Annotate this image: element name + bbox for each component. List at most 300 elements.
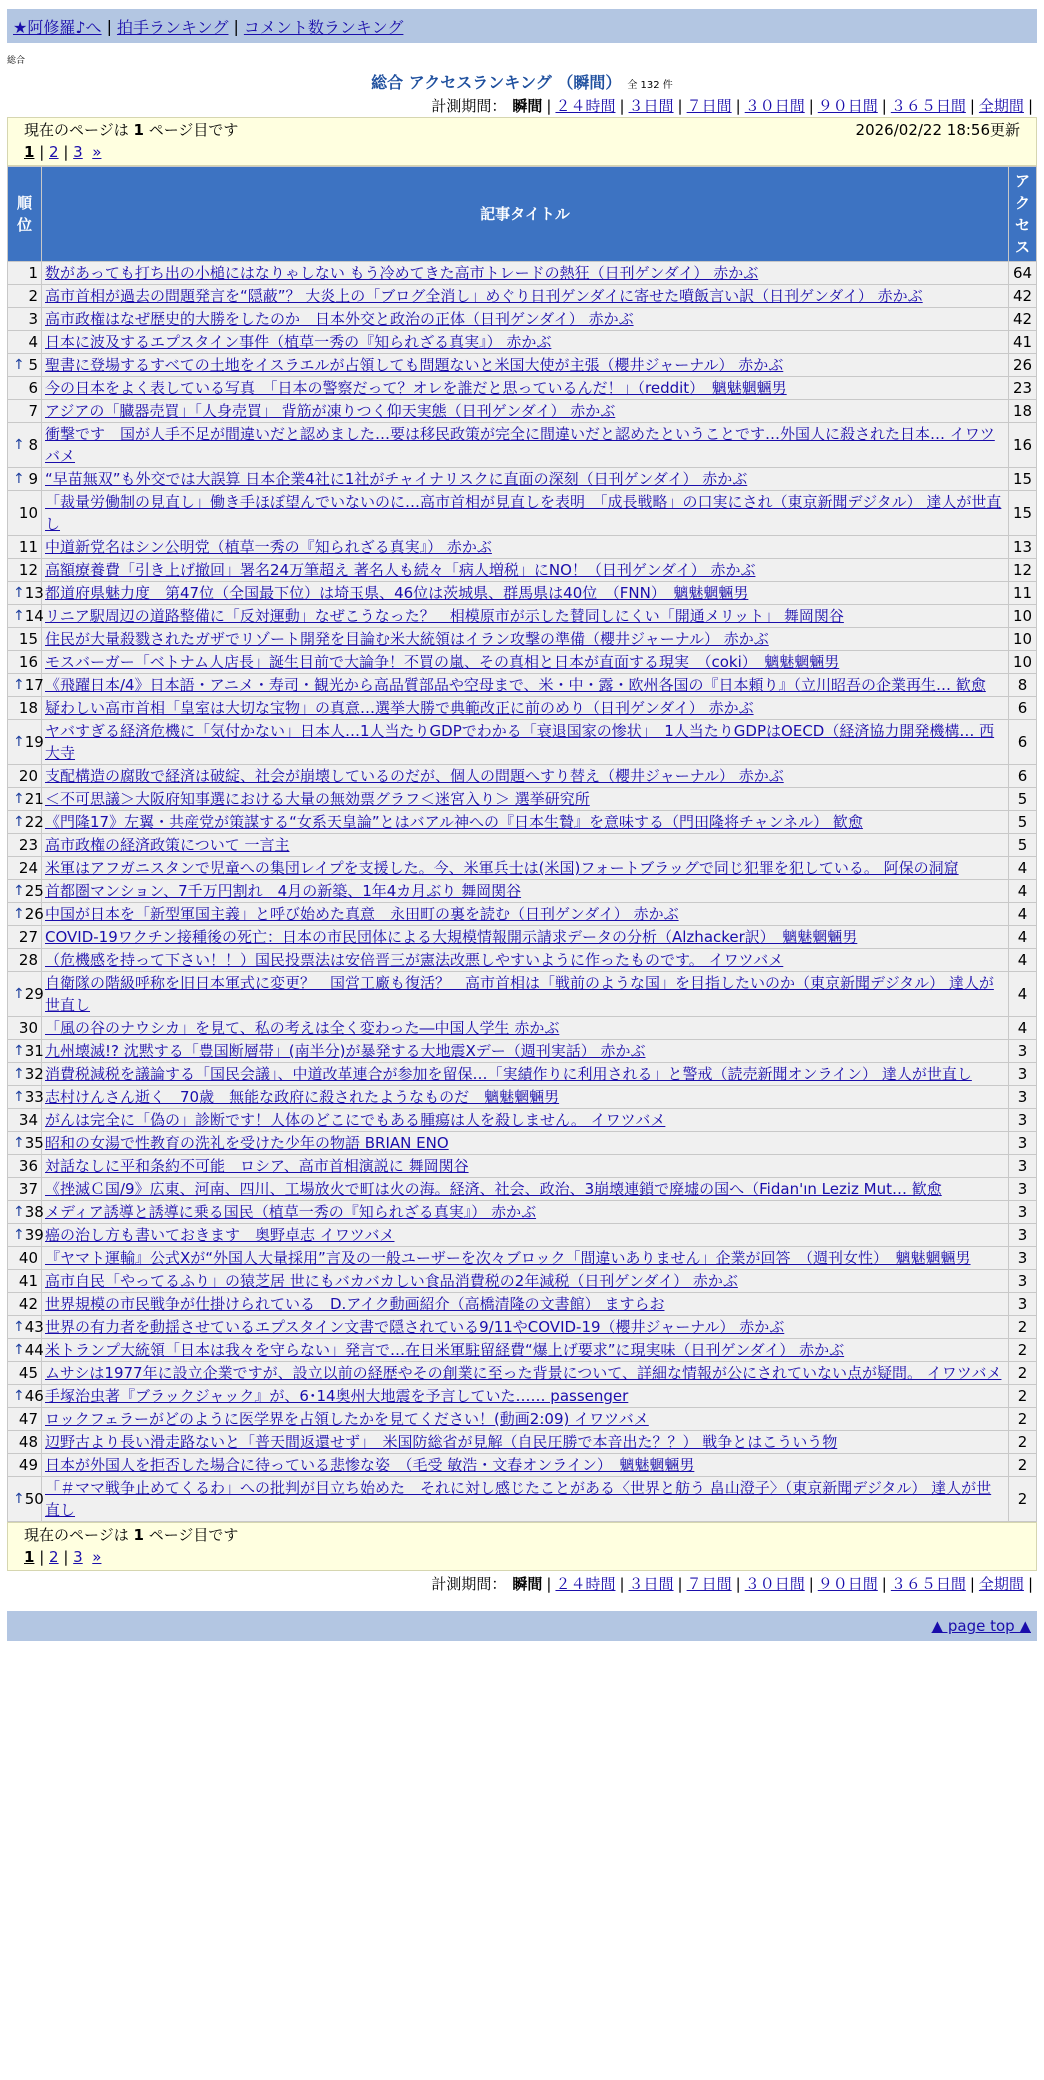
rank-cell (8, 880, 42, 903)
page-links: 1 | 2 | 3 » (24, 1548, 102, 1566)
title-cell (42, 285, 1009, 308)
rank-number: 37 (18, 1180, 38, 1198)
rank-cell (8, 1155, 42, 1178)
article-link[interactable]: 辺野古より長い滑走路ないと「普天間返還せず」 米国防総省が見解（自民圧勝で本音出た？？） 戦争とはこういう物 (45, 1433, 838, 1451)
article-link[interactable]: 消費税減税を議論する「国民会議」、中道改革連合が参加を留保…「実績作りに利用される」と警戒（読売新聞オンライン） 達人が世直し (45, 1065, 972, 1083)
title-cell (42, 1362, 1009, 1385)
rank-up-icon: ↑ (13, 814, 25, 830)
title-cell (42, 1385, 1009, 1408)
access-count: 41 (1009, 331, 1037, 354)
access-count: 4 (1009, 926, 1037, 949)
title-cell (42, 1247, 1009, 1270)
title-cell (42, 308, 1009, 331)
access-count: 3 (1009, 1293, 1037, 1316)
article-link[interactable]: 対話なしに平和条約不可能 ロシア、高市首相演説に 舞岡関谷 (45, 1157, 469, 1175)
table-row (8, 972, 1037, 1017)
rank-number: 32 (24, 1065, 44, 1083)
rank-number: 18 (18, 699, 38, 717)
rank-number: 30 (18, 1019, 38, 1037)
title-cell (42, 651, 1009, 674)
rank-cell (8, 903, 42, 926)
title-cell (42, 765, 1009, 788)
rank-up-icon: ↑ (13, 585, 25, 601)
period-option-link[interactable]: ３日間 (628, 97, 674, 115)
table-row (8, 1270, 1037, 1293)
title-cell (42, 559, 1009, 582)
period-option-link[interactable]: 全期間 (978, 1575, 1024, 1593)
title-cell (42, 1109, 1009, 1132)
rank-cell (8, 1316, 42, 1339)
article-link[interactable]: アジアの「臓器売買」「人身売買」 背筋が凍りつく仰天実態（日刊ゲンダイ） 赤かぶ (45, 402, 616, 420)
rank-cell (8, 400, 42, 423)
title-cell (42, 536, 1009, 559)
period-option-selected: 瞬間 (512, 97, 543, 115)
period-label: 計測期間： (431, 1575, 507, 1593)
rank-up-icon: ↑ (13, 1204, 25, 1220)
access-count: 3 (1009, 1270, 1037, 1293)
rank-number: 10 (18, 504, 38, 522)
title-cell (42, 354, 1009, 377)
table-row (8, 1155, 1037, 1178)
article-link[interactable]: “早苗無双”も外交では大誤算 日本企業4社に1社がチャイナリスクに直面の深刻（日刊ゲンダイ） 赤かぶ (45, 470, 748, 488)
article-link[interactable]: 中国が日本を「新型軍国主義」と呼び始めた真意 永田町の裏を読む（日刊ゲンダイ） 赤かぶ (45, 905, 679, 923)
rank-number: 7 (28, 402, 38, 420)
table-row (8, 834, 1037, 857)
title-cell (42, 1408, 1009, 1431)
rank-cell (8, 697, 42, 720)
article-link[interactable]: 聖書に登場するすべての土地をイスラエルが占領しても問題ないと米国大使が主張（櫻井ジャーナル） 赤かぶ (45, 356, 784, 374)
access-count: 4 (1009, 857, 1037, 880)
title-cell (42, 1316, 1009, 1339)
rank-cell (8, 354, 42, 377)
access-count: 3 (1009, 1109, 1037, 1132)
title-cell (42, 1431, 1009, 1454)
period-option-link[interactable]: ３日間 (628, 1575, 674, 1593)
article-link[interactable]: 住民が大量殺戮されたガザでリゾート開発を目論む米大統領はイラン攻撃の準備（櫻井ジャーナル） 赤かぶ (45, 630, 769, 648)
rank-number: 42 (18, 1295, 38, 1313)
access-count: 3 (1009, 1063, 1037, 1086)
rank-number: 43 (24, 1318, 44, 1336)
rank-number: 14 (24, 607, 44, 625)
rank-number: 15 (18, 630, 38, 648)
article-link[interactable]: 日本に波及するエプスタイン事件（植草一秀の『知られざる真実』） 赤かぶ (45, 333, 552, 351)
article-link[interactable]: リニア駅周辺の道路整備に「反対運動」なぜこうなった？ 相模原市が示した賛同しにくい「開通メリット」 舞岡関谷 (45, 607, 844, 625)
rank-cell (8, 1431, 42, 1454)
rank-number: 41 (18, 1272, 38, 1290)
rank-up-icon: ↑ (13, 437, 25, 453)
rank-cell (8, 674, 42, 697)
period-separator: | (677, 1575, 683, 1593)
rank-number: 31 (24, 1042, 44, 1060)
article-link[interactable]: がんは完全に「偽の」診断です！人体のどこにでもある腫瘍は人を殺しません。 イワツバメ (45, 1111, 666, 1129)
access-count: 8 (1009, 674, 1037, 697)
rank-cell (8, 331, 42, 354)
rank-number: 22 (24, 813, 44, 831)
title-cell (42, 491, 1009, 536)
table-row (8, 765, 1037, 788)
table-row (8, 331, 1037, 354)
article-link[interactable]: 疑わしい高市首相「皇室は大切な宝物」の真意…選挙大勝で典範改正に前のめり（日刊ゲンダイ） 赤かぶ (45, 699, 754, 717)
rank-up-icon: ↑ (13, 1043, 25, 1059)
table-row (8, 491, 1037, 536)
rank-number: 28 (18, 951, 38, 969)
period-option-link[interactable]: ７日間 (686, 1575, 732, 1593)
table-row (8, 1201, 1037, 1224)
page-status: 現在のページは 1 ページ目です (24, 1526, 239, 1544)
period-option-link[interactable]: ７日間 (686, 97, 732, 115)
home-link[interactable]: ★阿修羅♪へ (13, 17, 102, 37)
rank-cell (8, 972, 42, 1017)
article-link[interactable]: 高市首相が過去の問題発言を“隠蔽”？ 大炎上の「ブログ全消し」めぐり日刊ゲンダイに寄せた噴飯言い訳（日刊ゲンダイ） 赤かぶ (45, 287, 923, 305)
period-label: 計測期間： (431, 97, 507, 115)
title-cell (42, 262, 1009, 285)
rank-up-icon: ↑ (13, 1491, 25, 1507)
article-link[interactable]: 手塚治虫著『ブラックジャック』が、6･14奥州大地震を予言していた…… passenger (45, 1387, 629, 1405)
article-link[interactable]: 世界の有力者を動揺させているエプスタイン文書で隠されている9/11やCOVID-19（櫻井ジャーナル） 赤かぶ (45, 1318, 785, 1336)
rank-cell (8, 308, 42, 331)
article-link[interactable]: 中道新党名はシン公明党（植草一秀の『知られざる真実』） 赤かぶ (45, 538, 492, 556)
rank-number: 21 (24, 790, 44, 808)
article-link[interactable]: COVID-19ワクチン接種後の死亡：日本の市民団体による大規模情報開示請求データの分析（Alzhacker訳） 魑魅魍魎男 (45, 928, 858, 946)
rank-number: 24 (18, 859, 38, 877)
rank-number: 39 (24, 1226, 44, 1244)
table-row (8, 926, 1037, 949)
nav-separator: | (106, 16, 112, 36)
article-link[interactable]: 昭和の女湯で性教育の洗礼を受けた少年の物語 BRIAN ENO (45, 1134, 449, 1152)
period-selector-bottom (7, 1573, 1037, 1595)
title-cell (42, 331, 1009, 354)
title-cell (42, 400, 1009, 423)
article-link[interactable]: ＜不可思議＞大阪府知事選における大量の無効票グラフ＜迷宮入り＞ 選挙研究所 (45, 790, 590, 808)
title-cell (42, 1454, 1009, 1477)
access-count: 42 (1009, 285, 1037, 308)
access-count: 26 (1009, 354, 1037, 377)
period-option-link[interactable]: ３０日間 (744, 1575, 805, 1593)
table-row (8, 354, 1037, 377)
rank-number: 50 (24, 1490, 44, 1508)
rank-cell (8, 788, 42, 811)
rank-cell (8, 1270, 42, 1293)
article-link[interactable]: ロックフェラーがどのように医学界を占領したかを見てください！(動画2:09) イワツバメ (45, 1410, 649, 1428)
access-count: 3 (1009, 1086, 1037, 1109)
top-nav-bar (7, 9, 1037, 43)
period-option-selected: 瞬間 (512, 1575, 543, 1593)
access-count: 23 (1009, 377, 1037, 400)
rank-cell (8, 536, 42, 559)
page-links: 1 | 2 | 3 » (24, 143, 102, 161)
article-link[interactable]: 九州壊滅!? 沈黙する「豊国断層帯」(南半分)が暴発する大地震Xデー（週刊実話） 赤かぶ (45, 1042, 646, 1060)
clap-ranking-link[interactable]: 拍手ランキング (116, 17, 229, 37)
table-row (8, 857, 1037, 880)
access-count: 5 (1009, 811, 1037, 834)
period-option-link[interactable]: ２４時間 (555, 97, 616, 115)
article-link[interactable]: 首都圏マンション、7千万円割れ 4月の新築、1年4カ月ぶり 舞岡関谷 (45, 882, 522, 900)
rank-number: 29 (24, 985, 44, 1003)
rank-number: 20 (18, 767, 38, 785)
category-label: 総合 (7, 56, 26, 66)
access-count: 3 (1009, 1132, 1037, 1155)
period-option-link[interactable]: ９０日間 (817, 97, 878, 115)
article-link[interactable]: メディア誘導と誘導に乗る国民（植草一秀の『知られざる真実』） 赤かぶ (45, 1203, 537, 1221)
article-link[interactable]: ヤバすぎる経済危機に「気付かない」日本人…1人当たりGDPでわかる「衰退国家の惨状」 1人当たりGDPはOECD（経済協力開発機構… 西大寺 (45, 722, 995, 762)
rank-cell (8, 1362, 42, 1385)
title-cell (42, 949, 1009, 972)
rank-cell (8, 1477, 42, 1522)
rank-cell (8, 628, 42, 651)
title-cell (42, 811, 1009, 834)
rank-number: 6 (28, 379, 38, 397)
access-count: 2 (1009, 1431, 1037, 1454)
comment-ranking-link[interactable]: コメント数ランキング (243, 17, 404, 37)
access-count: 2 (1009, 1454, 1037, 1477)
title-cell (42, 628, 1009, 651)
rank-number: 5 (28, 356, 38, 374)
pager-top (7, 117, 1037, 166)
table-row (8, 697, 1037, 720)
article-link[interactable]: 自衛隊の階級呼称を旧日本軍式に変更？ 国営工廠も復活？ 高市首相は「戦前のような国」を目指したいのか（東京新聞デジタル） 達人が世直し (45, 974, 994, 1014)
access-count: 3 (1009, 1178, 1037, 1201)
period-option-link[interactable]: ３６５日間 (890, 97, 966, 115)
rank-cell (8, 1339, 42, 1362)
article-link[interactable]: 今の日本をよく表している写真 「日本の警察だって？オレを誰だと思っているんだ！」（reddit） 魑魅魍魎男 (45, 379, 787, 397)
table-row (8, 1224, 1037, 1247)
article-link[interactable]: 数があっても打ち出の小槌にはなりゃしない もう冷めてきた高市トレードの熱狂（日刊ゲンダイ） 赤かぶ (45, 264, 759, 282)
rank-cell (8, 1224, 42, 1247)
rank-up-icon: ↑ (13, 1388, 25, 1404)
article-link[interactable]: 「風の谷のナウシカ」を見て、私の考えは全く変わった―中国人学生 赤かぶ (45, 1019, 560, 1037)
title-cell (42, 1339, 1009, 1362)
page-link-2[interactable]: 2 (49, 1548, 59, 1566)
period-option-link[interactable]: ９０日間 (817, 1575, 878, 1593)
title-cell (42, 1040, 1009, 1063)
article-link[interactable]: 《挫滅Ｃ国/9》広東、河南、四川、工場放火で町は火の海。経済、社会、政治、3崩壊連鎖で廃墟の国へ（Fidan'ın Leziz Mut… 歓愈 (45, 1180, 942, 1198)
rank-cell (8, 926, 42, 949)
title-cell (42, 903, 1009, 926)
access-count: 3 (1009, 1040, 1037, 1063)
article-link[interactable]: 高市政権の経済政策について 一言主 (45, 836, 290, 854)
rank-number: 17 (24, 676, 44, 694)
rank-cell (8, 1017, 42, 1040)
article-link[interactable]: 世界規模の市民戦争が仕掛けられている D.アイク動画紹介（高橋清隆の文書館） ますらお (45, 1295, 665, 1313)
rank-cell (8, 720, 42, 765)
rank-cell (8, 285, 42, 308)
period-separator: | (619, 97, 625, 115)
table-row (8, 1408, 1037, 1431)
rank-cell (8, 605, 42, 628)
rank-cell (8, 1040, 42, 1063)
table-row (8, 262, 1037, 285)
rank-up-icon: ↑ (13, 677, 25, 693)
page-title (7, 73, 1037, 93)
table-row (8, 468, 1037, 491)
period-option-link[interactable]: ３０日間 (744, 97, 805, 115)
access-count: 15 (1009, 491, 1037, 536)
rank-cell (8, 834, 42, 857)
period-option-link[interactable]: ２４時間 (555, 1575, 616, 1593)
rank-number: 8 (28, 436, 38, 454)
table-row (8, 1477, 1037, 1522)
article-link[interactable]: 『ヤマト運輸』公式Xが“外国人大量採用”言及の一般ユーザーを次々ブロック「間違いありません」企業が回答 （週刊女性） 魑魅魍魎男 (45, 1249, 971, 1267)
access-count: 5 (1009, 834, 1037, 857)
rank-up-icon: ↑ (13, 357, 25, 373)
article-link[interactable]: 《門隆17》左翼・共産党が策謀する“女系天皇論”とはバアル神への『日本生贄』を意味する（門田隆将チャンネル） 歓愈 (45, 813, 863, 831)
rank-number: 4 (28, 333, 38, 351)
access-count: 5 (1009, 788, 1037, 811)
next-page-link[interactable]: » (92, 1548, 102, 1566)
access-count: 2 (1009, 1339, 1037, 1362)
rank-number: 35 (24, 1134, 44, 1152)
page-status: 現在のページは 1 ページ目です (24, 121, 239, 139)
table-row (8, 720, 1037, 765)
article-link[interactable]: 癌の治し方も書いておきます 奥野卓志 イワツバメ (45, 1226, 395, 1244)
rank-number: 34 (18, 1111, 38, 1129)
title-cell (42, 605, 1009, 628)
access-count: 12 (1009, 559, 1037, 582)
title-cell (42, 1224, 1009, 1247)
table-row (8, 880, 1037, 903)
title-cell (42, 1201, 1009, 1224)
article-link[interactable]: 「＃ママ戦争止めてくるわ」への批判が目立ち始めた それに対し感じたことがある〈世界と舫う 畠山澄子〉（東京新聞デジタル） 達人が世直し (45, 1479, 992, 1519)
page-top-link[interactable]: ▲ page top ▲ (931, 1617, 1031, 1635)
rank-cell (8, 423, 42, 468)
table-row (8, 1109, 1037, 1132)
rank-cell (8, 651, 42, 674)
nav-separator: | (233, 16, 239, 36)
title-cell (42, 880, 1009, 903)
table-row (8, 1040, 1037, 1063)
ranking-title: 総合 アクセスランキング （瞬間） (371, 73, 622, 92)
table-row (8, 1132, 1037, 1155)
access-count: 4 (1009, 972, 1037, 1017)
title-cell (42, 1155, 1009, 1178)
access-count: 2 (1009, 1408, 1037, 1431)
article-link[interactable]: 米トランプ大統領「日本は我々を守らない」発言で…在日米軍駐留経費“爆上げ要求”に現実味（日刊ゲンダイ） 赤かぶ (45, 1341, 845, 1359)
access-count: 4 (1009, 949, 1037, 972)
article-link[interactable]: 衝撃です 国が人手不足が間違いだと認めました…要は移民政策が完全に間違いだと認めたということです…外国人に殺された日本… イワツバメ (45, 425, 995, 465)
period-separator: | (881, 1575, 887, 1593)
bottom-bar (7, 1611, 1037, 1641)
rank-number: 25 (24, 882, 44, 900)
article-link[interactable]: 米軍はアフガニスタンで児童への集団レイプを支援した。今、米軍兵士は(米国)フォートブラッグで同じ犯罪を犯している。 阿保の洞窟 (45, 859, 959, 877)
rank-number: 46 (24, 1387, 44, 1405)
rank-up-icon: ↑ (13, 1319, 25, 1335)
article-link[interactable]: モスバーガー「ベトナム人店長」誕生目前で大論争！不買の嵐、その真相と日本が直面する現実 （coki） 魑魅魍魎男 (45, 653, 840, 671)
rank-number: 48 (18, 1433, 38, 1451)
table-row (8, 1063, 1037, 1086)
period-separator: | (735, 1575, 741, 1593)
period-separator: | (1027, 1575, 1033, 1593)
page-link-2[interactable]: 2 (49, 143, 59, 161)
article-link[interactable]: 支配構造の腐敗で経済は破綻、社会が崩壊しているのだが、個人の問題へすり替え（櫻井ジャーナル） 赤かぶ (45, 767, 784, 785)
page-link-3[interactable]: 3 (73, 143, 83, 161)
current-page: 1 (24, 1548, 35, 1566)
rank-cell (8, 1201, 42, 1224)
article-link[interactable]: 高市自民「やってるふり」の猿芝居 世にもバカバカしい食品消費税の2年減税（日刊ゲンダイ） 赤かぶ (45, 1272, 738, 1290)
article-link[interactable]: 高市政権はなぜ歴史的大勝をしたのか 日本外交と政治の正体（日刊ゲンダイ） 赤かぶ (45, 310, 634, 328)
table-row (8, 377, 1037, 400)
article-link[interactable]: 《飛躍日本/4》日本語・アニメ・寿司・観光から高品質部品や空母まで、米・中・露・欧州各国の『日本頼り』（立川昭吾の企業再生… 歓愈 (45, 676, 986, 694)
access-count: 2 (1009, 1477, 1037, 1522)
title-cell (42, 834, 1009, 857)
access-count: 42 (1009, 308, 1037, 331)
article-link[interactable]: 高額療養費「引き上げ撤回」署名24万筆超え 著名人も続々「病人増税」にNO！（日刊ゲンダイ） 赤かぶ (45, 561, 756, 579)
rank-cell (8, 1109, 42, 1132)
article-link[interactable]: 志村けんさん逝く 70歳 無能な政府に殺されたようなものだ 魑魅魍魎男 (45, 1088, 560, 1106)
period-separator: | (969, 97, 975, 115)
rank-cell (8, 377, 42, 400)
rank-number: 12 (18, 561, 38, 579)
table-row (8, 1385, 1037, 1408)
title-cell (42, 972, 1009, 1017)
article-link[interactable]: 「裁量労働制の見直し」働き手ほぼ望んでいないのに…高市首相が見直しを表明 「成長戦略」の口実にされ（東京新聞デジタル） 達人が世直し (45, 493, 1002, 533)
table-row (8, 1247, 1037, 1270)
rank-cell (8, 468, 42, 491)
period-option-link[interactable]: ３６５日間 (890, 1575, 966, 1593)
rank-cell (8, 1086, 42, 1109)
period-separator: | (546, 1575, 552, 1593)
access-count: 15 (1009, 468, 1037, 491)
article-link[interactable]: （危機感を持って下さい！！）国民投票法は安倍晋三が憲法改悪しやすいように作ったものです。 イワツバメ (45, 951, 784, 969)
rank-number: 11 (18, 538, 38, 556)
ranking-table (7, 166, 1037, 1522)
rank-number: 38 (24, 1203, 44, 1221)
article-link[interactable]: ムサシは1977年に設立企業ですが、設立以前の経歴やその創業に至った背景について、詳細な情報が公にされていない点が疑問。 イワツバメ (45, 1364, 1002, 1382)
access-count: 4 (1009, 880, 1037, 903)
rank-cell (8, 857, 42, 880)
rank-number: 9 (28, 470, 38, 488)
article-link[interactable]: 日本が外国人を拒否した場合に待っている悲惨な姿 （毛受 敏浩・文春オンライン） 魑魅魍魎男 (45, 1456, 695, 1474)
title-cell (42, 857, 1009, 880)
rank-number: 36 (18, 1157, 38, 1175)
table-row (8, 1086, 1037, 1109)
rank-up-icon: ↑ (13, 1135, 25, 1151)
table-row (8, 400, 1037, 423)
title-cell (42, 423, 1009, 468)
rank-up-icon: ↑ (13, 1227, 25, 1243)
rank-number: 3 (28, 310, 38, 328)
rank-cell (8, 1063, 42, 1086)
next-page-link[interactable]: » (92, 143, 102, 161)
updated-timestamp: 2026/02/22 18:56更新 (855, 121, 1020, 139)
rank-up-icon: ↑ (13, 1066, 25, 1082)
access-count: 10 (1009, 628, 1037, 651)
title-cell (42, 1477, 1009, 1522)
table-row (8, 788, 1037, 811)
access-count: 2 (1009, 1316, 1037, 1339)
rank-up-icon: ↑ (13, 608, 25, 624)
access-count: 3 (1009, 1247, 1037, 1270)
title-column-header: 記事タイトル (42, 167, 1009, 262)
rank-cell (8, 765, 42, 788)
access-count: 18 (1009, 400, 1037, 423)
period-option-link[interactable]: 全期間 (978, 97, 1024, 115)
period-separator: | (808, 1575, 814, 1593)
rank-number: 47 (18, 1410, 38, 1428)
table-row (8, 1178, 1037, 1201)
access-count: 6 (1009, 697, 1037, 720)
rank-cell (8, 1385, 42, 1408)
title-cell (42, 1178, 1009, 1201)
rank-cell (8, 1408, 42, 1431)
page-link-3[interactable]: 3 (73, 1548, 83, 1566)
article-link[interactable]: 都道府県魅力度 第47位（全国最下位）は埼玉県、46位は茨城県、群馬県は40位 （FNN） 魑魅魍魎男 (45, 584, 749, 602)
rank-number: 26 (24, 905, 44, 923)
rank-number: 2 (28, 287, 38, 305)
rank-number: 19 (24, 733, 44, 751)
access-count: 13 (1009, 536, 1037, 559)
title-cell (42, 377, 1009, 400)
rank-up-icon: ↑ (13, 791, 25, 807)
